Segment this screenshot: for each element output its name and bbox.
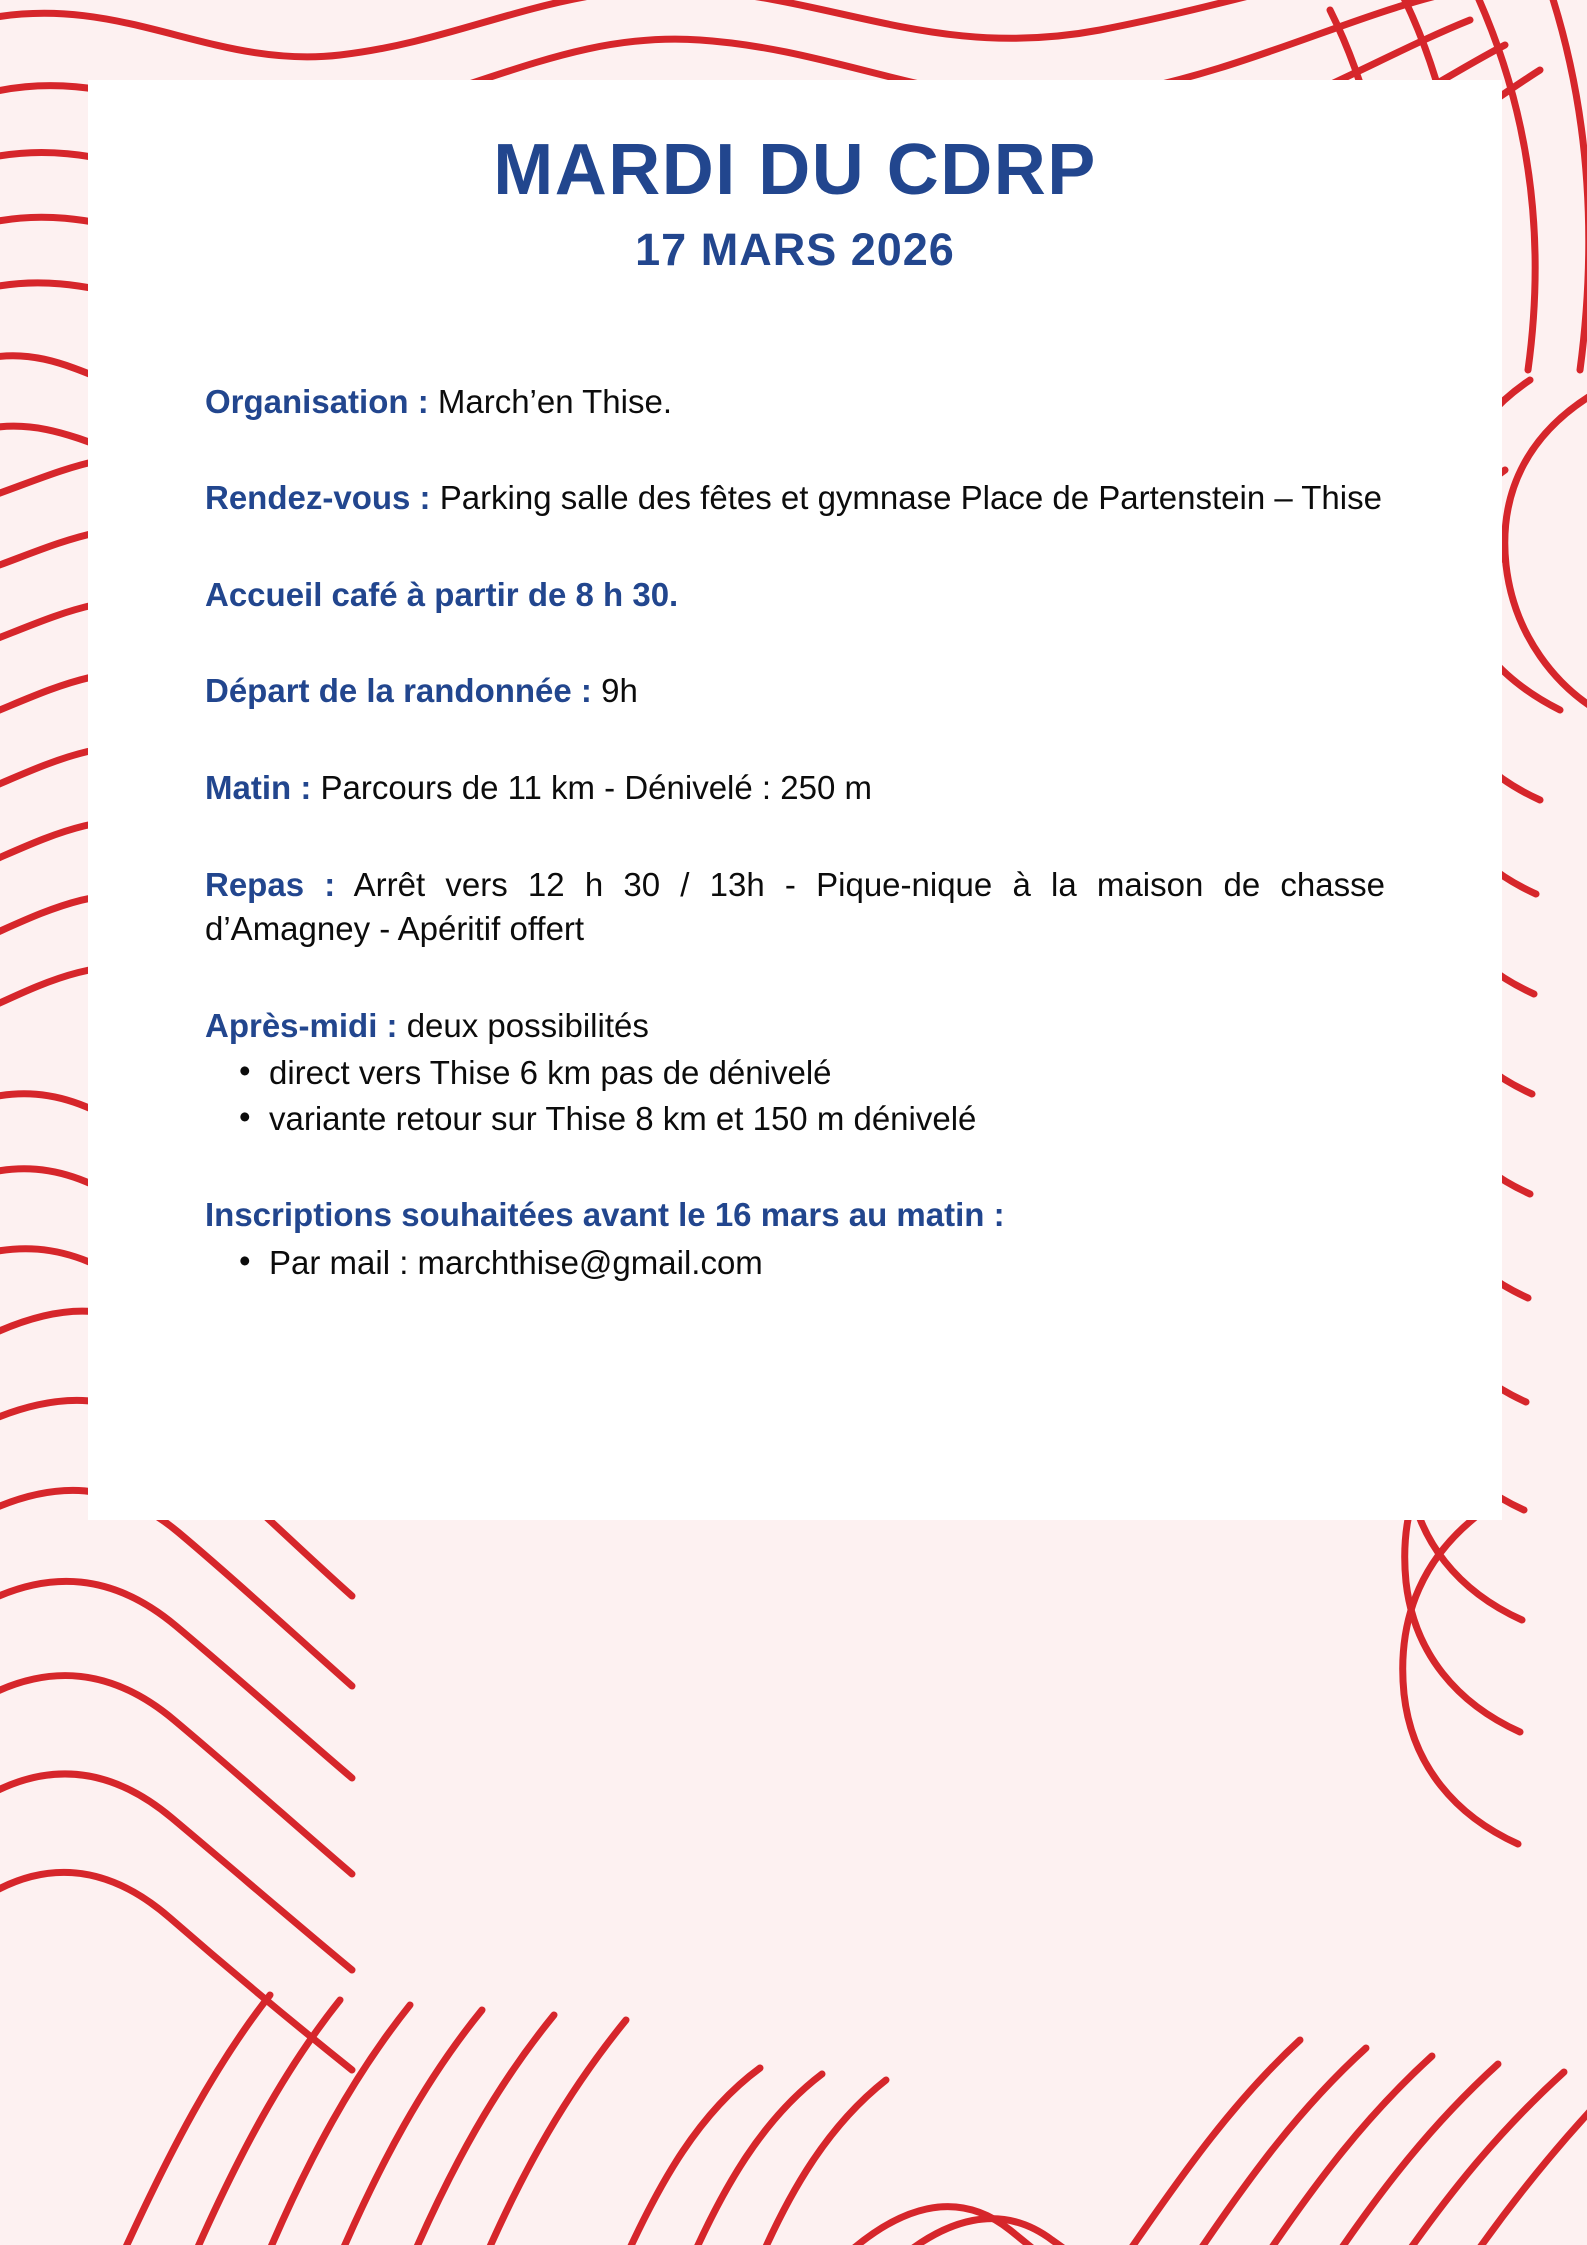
inscriptions-label: Inscriptions souhaitées avant le 16 mars au matin :: [205, 1196, 1005, 1234]
list-item: • variante retour sur Thise 8 km et 150 m dénivelé: [205, 1096, 1385, 1142]
organisation-label: Organisation :: [205, 382, 429, 420]
page-subtitle-date: 17 MARS 2026: [635, 224, 955, 276]
entry-depart: [205, 669, 1385, 714]
poster-content: [88, 80, 1502, 1520]
details-list: [205, 284, 1385, 1286]
inscriptions-line: [205, 1193, 1385, 1238]
page-title: MARDI DU CDRP: [493, 130, 1097, 210]
repas-label: Repas :: [205, 865, 336, 903]
rendez-vous-label: Rendez-vous :: [205, 479, 431, 517]
apres-midi-label: Après-midi :: [205, 1006, 398, 1044]
entry-organisation: [205, 380, 1385, 425]
matin-value: Parcours de 11 km - Dénivelé : 250 m: [311, 769, 872, 806]
poster-card: [88, 80, 1502, 1520]
title-block: [88, 80, 1502, 284]
rendez-vous-value: Parking salle des fêtes et gymnase Place de Partenstein – Thise: [430, 479, 1382, 517]
apres-midi-options: [205, 1050, 1385, 1141]
list-item: • direct vers Thise 6 km pas de dénivelé: [205, 1050, 1385, 1096]
inscriptions-contacts: [205, 1240, 1385, 1286]
apres-midi-value: deux possibilités: [397, 1006, 649, 1044]
matin-label: Matin :: [205, 769, 312, 806]
list-item: • Par mail : marchthise@gmail.com: [205, 1240, 1385, 1286]
entry-repas: [205, 863, 1385, 952]
entry-apres-midi: [205, 1004, 1385, 1142]
organisation-value: March’en Thise.: [428, 382, 673, 420]
repas-value: Arrêt vers 12 h 30 / 13h - Pique-nique à la maison de chasse d’Amagney - Apéritif offert: [205, 865, 1385, 948]
depart-value: 9h: [591, 672, 638, 710]
depart-label: Départ de la randonnée :: [205, 672, 592, 710]
entry-inscriptions: [205, 1193, 1385, 1285]
apres-midi-line: [205, 1004, 1385, 1049]
entry-matin: [205, 766, 1385, 811]
entry-rendez-vous: [205, 476, 1385, 521]
entry-accueil-cafe: Accueil café à partir de 8 h 30.: [205, 575, 679, 613]
